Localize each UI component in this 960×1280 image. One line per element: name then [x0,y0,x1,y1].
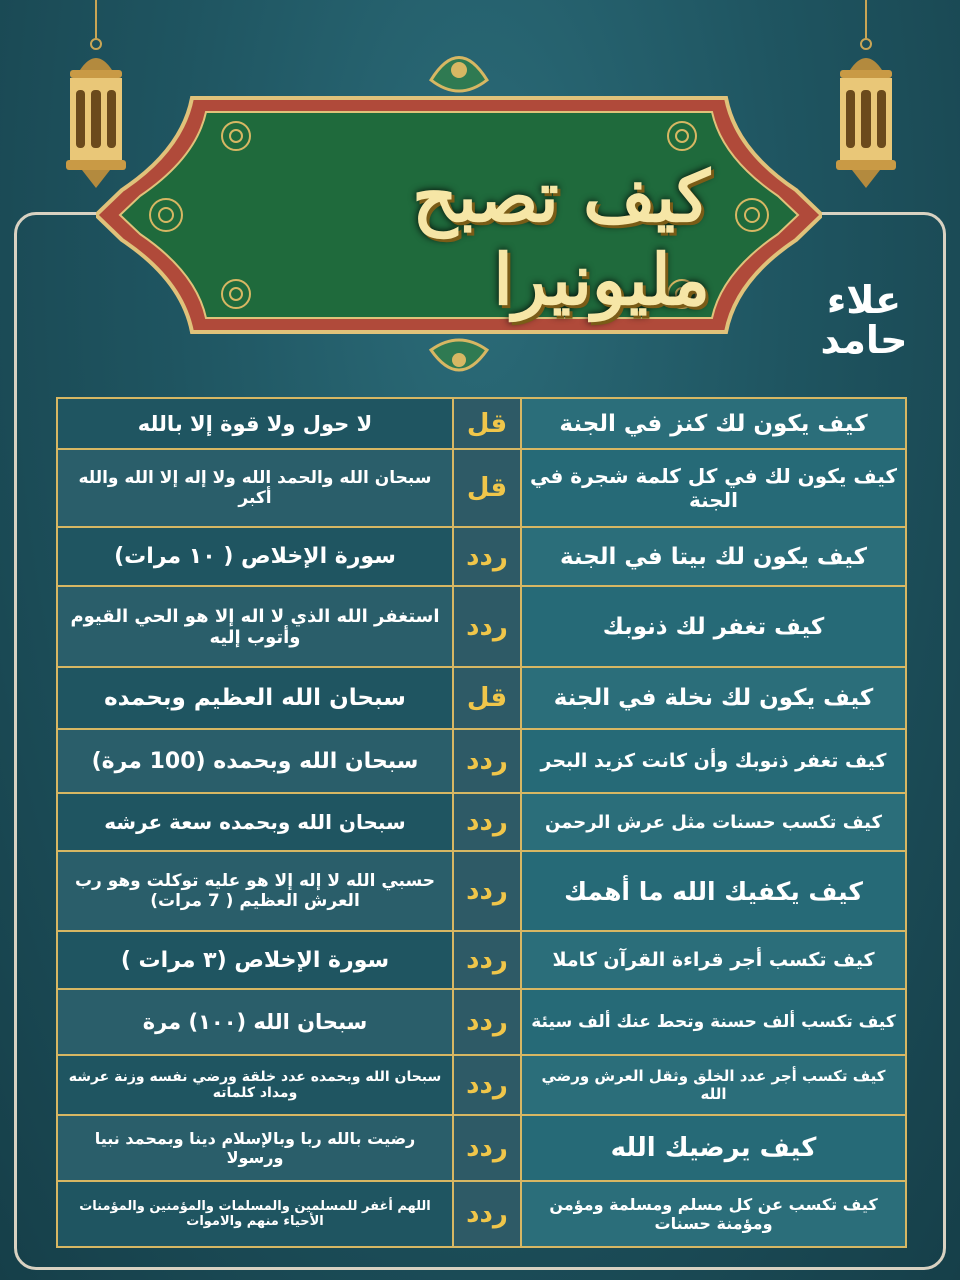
row-answer: سبحان الله العظيم وبحمده [57,667,453,729]
row-question: كيف يكون لك نخلة في الجنة [521,667,906,729]
row-verb: ردد [453,586,521,667]
row-answer: سبحان الله وبحمده عدد خلقة ورضي نفسه وزنة عرشه ومداد كلماته [57,1055,453,1115]
author-logo [816,270,912,370]
row-verb: ردد [453,527,521,586]
row-question: كيف تغفر ذنوبك وأن كانت كزيد البحر [521,729,906,793]
row-verb: قل [453,398,521,449]
row-question: كيف تكسب أجر عدد الخلق وثقل العرش ورضي الله [521,1055,906,1115]
tips-table [56,397,907,1248]
row-question: كيف تكسب ألف حسنة وتحط عنك ألف سيئة [521,989,906,1055]
row-answer: استغفر الله الذي لا اله إلا هو الحي القيوم وأتوب إليه [57,586,453,667]
row-answer: لا حول ولا قوة إلا بالله [57,398,453,449]
row-question: كيف تغفر لك ذنوبك [521,586,906,667]
row-verb: ردد [453,729,521,793]
lantern-icon [826,0,906,190]
row-answer: اللهم أغفر للمسلمين والمسلمات والمؤمنين والمؤمنات الأحياء منهم والاموات [57,1181,453,1247]
row-answer: سورة الإخلاص ( ١٠ مرات) [57,527,453,586]
row-question: كيف يرضيك الله [521,1115,906,1181]
logo-line-2: حامد [820,318,908,362]
row-verb: قل [453,667,521,729]
row-verb: ردد [453,1115,521,1181]
row-question: كيف يكون لك بيتا في الجنة [521,527,906,586]
logo-line-1: علاء [826,278,902,322]
row-verb: ردد [453,851,521,931]
row-verb: ردد [453,1055,521,1115]
row-answer: رضيت بالله ربا وبالإسلام دينا وبمحمد نبيا ورسولا [57,1115,453,1181]
row-question: كيف يكفيك الله ما أهمك [521,851,906,931]
page-title: كيف تصبح مليونيرا [412,155,710,321]
row-verb: ردد [453,793,521,851]
row-verb: قل [453,449,521,527]
row-question: كيف تكسب أجر قراءة القرآن كاملا [521,931,906,989]
row-question: كيف يكون لك كنز في الجنة [521,398,906,449]
row-answer: سبحان الله وبحمده سعة عرشه [57,793,453,851]
row-question: كيف تكسب عن كل مسلم ومسلمة ومؤمن ومؤمنة حسنات [521,1181,906,1247]
row-verb: ردد [453,1181,521,1247]
row-answer: سبحان الله (١٠٠) مرة [57,989,453,1055]
row-answer: سورة الإخلاص (٣ مرات ) [57,931,453,989]
row-answer: سبحان الله وبحمده (100 مرة) [57,729,453,793]
row-question: كيف يكون لك في كل كلمة شجرة في الجنة [521,449,906,527]
row-verb: ردد [453,931,521,989]
row-answer: حسبي الله لا إله إلا هو عليه توكلت وهو رب العرش العظيم ( 7 مرات) [57,851,453,931]
row-verb: ردد [453,989,521,1055]
row-answer: سبحان الله والحمد الله ولا إله إلا الله والله أكبر [57,449,453,527]
row-question: كيف تكسب حسنات مثل عرش الرحمن [521,793,906,851]
